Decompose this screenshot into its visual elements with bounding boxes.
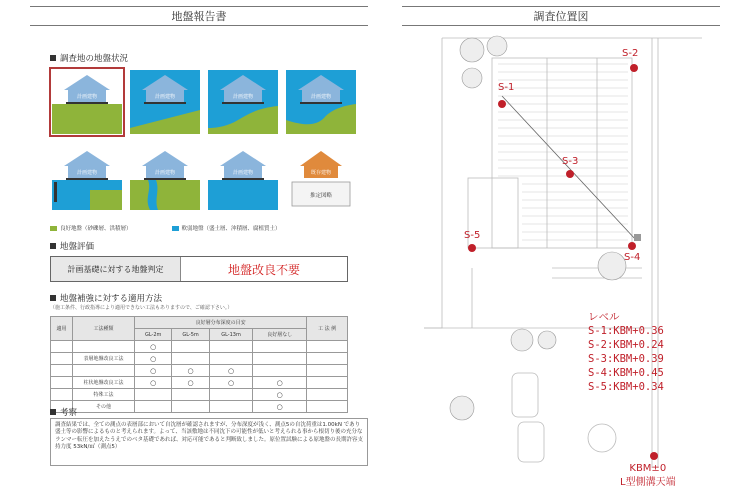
svg-text:計画建物: 計画建物 xyxy=(232,94,254,100)
level-item: S-3:KBM+0.39 xyxy=(588,353,664,365)
table-row: 柱状地盤改良工法 ○ ○ ○ ○ xyxy=(51,377,348,389)
th-depth-col: 良好層なし xyxy=(253,329,307,341)
svg-text:推定図略: 推定図略 xyxy=(309,193,333,199)
kbm-description: L型側溝天端 xyxy=(620,477,676,488)
th-apply: 適用 xyxy=(51,317,73,341)
level-item: S-5:KBM+0.34 xyxy=(588,381,664,393)
evaluation-box xyxy=(50,256,348,282)
svg-text:既存建物: 既存建物 xyxy=(310,170,332,176)
svg-text:計画建物: 計画建物 xyxy=(76,94,98,100)
table-row: 特殊工法 ○ xyxy=(51,389,348,401)
report-panel xyxy=(30,0,368,500)
site-plan xyxy=(402,28,720,490)
level-title: レベル xyxy=(588,311,620,323)
ground-diagram-soft xyxy=(208,146,278,210)
survey-point-s4 xyxy=(628,242,636,250)
point-label-s2: S-2 xyxy=(622,48,639,59)
th-depth-col: GL-2m xyxy=(135,329,172,341)
evaluation-label: 計画基礎に対する地盤判定 xyxy=(51,257,181,281)
section-evaluation: 地盤評価 xyxy=(50,240,94,252)
survey-map-panel xyxy=(402,0,720,500)
ground-diagram-pocket xyxy=(130,146,200,210)
survey-point-s1 xyxy=(498,100,506,108)
point-label-s1: S-1 xyxy=(498,82,515,93)
level-item: S-1:KBM+0.36 xyxy=(588,325,664,337)
level-list xyxy=(588,310,664,394)
th-depth: 良好層分布深度の目安 xyxy=(135,317,307,329)
kbm-label xyxy=(620,462,676,490)
kbm-value: KBM±0 xyxy=(629,463,667,474)
table-row: 表層地盤改良工法 ○ xyxy=(51,353,348,365)
survey-point-s5 xyxy=(468,244,476,252)
ground-diagram-dip xyxy=(208,70,278,134)
ground-diagram-bowl xyxy=(286,70,356,134)
level-item: S-4:KBM+0.45 xyxy=(588,367,664,379)
table-row: ○ ○ ○ xyxy=(51,365,348,377)
table-row: その他 ○ xyxy=(51,401,348,413)
survey-point-s2 xyxy=(630,64,638,72)
ground-diagram-flat xyxy=(52,70,122,134)
svg-text:計画建物: 計画建物 xyxy=(154,94,176,100)
ground-diagram-slope xyxy=(130,70,200,134)
survey-point-s3 xyxy=(566,170,574,178)
th-depth-col: GL-5m xyxy=(172,329,209,341)
legend-soft-ground: 軟弱地盤（盛土層、沖積層、腐植質土） xyxy=(172,224,281,232)
square-bullet-icon xyxy=(50,243,56,249)
th-depth-col: GL-13m xyxy=(209,329,253,341)
method-note: （施工条件、行政指導により適用できない工法もありますので、ご確認下さい。） xyxy=(50,305,233,311)
method-table xyxy=(50,316,348,413)
ground-legend xyxy=(50,224,281,232)
evaluation-result: 地盤改良不要 xyxy=(227,262,300,277)
ground-diagram-deep xyxy=(52,146,122,210)
report-title: 地盤報告書 xyxy=(30,6,368,26)
site-plan-drawing xyxy=(402,28,720,490)
square-bullet-icon xyxy=(50,295,56,301)
table-row: ○ xyxy=(51,341,348,353)
section-remarks: 考察 xyxy=(50,406,77,418)
legend-good-ground: 良好地盤（砂礫層、洪積層） xyxy=(50,224,132,232)
svg-text:計画建物: 計画建物 xyxy=(76,170,98,176)
section-ground-condition: 調査地の地盤状況 xyxy=(50,52,128,64)
point-label-s3: S-3 xyxy=(562,156,579,167)
remarks-box: 調査結果では、全ての測点の表層部において自沈層が確認されますが、分布深度が浅く、測点5の自沈荷重は1.00kN であり盛土等の影響によるものと考えられます。よって、当該敷地は不同沈下の可能性が低いと考えられる事から根切り後の充分なランマー転圧を加えたうえでのベタ基礎であれば、対応可能であると判断致しました。原位置試験による原地盤の長期許容支持力度 53kN/㎡（測点5） xyxy=(50,418,368,466)
svg-text:計画建物: 計画建物 xyxy=(154,170,176,176)
level-item: S-2:KBM+0.24 xyxy=(588,339,664,351)
point-label-s4: S-4 xyxy=(624,252,641,263)
section-method: 地盤補強に対する適用方法 xyxy=(50,292,162,304)
square-bullet-icon xyxy=(50,55,56,61)
kbm-benchmark-point xyxy=(650,452,658,460)
ground-diagram-existing xyxy=(286,146,356,210)
th-example: 工 法 例 xyxy=(307,317,348,341)
survey-map-title: 調査位置図 xyxy=(402,6,720,26)
th-method: 工法種類 xyxy=(73,317,135,341)
point-label-s5: S-5 xyxy=(464,230,481,241)
square-bullet-icon xyxy=(50,409,56,415)
svg-text:計画建物: 計画建物 xyxy=(310,94,332,100)
svg-text:計画建物: 計画建物 xyxy=(232,170,254,176)
